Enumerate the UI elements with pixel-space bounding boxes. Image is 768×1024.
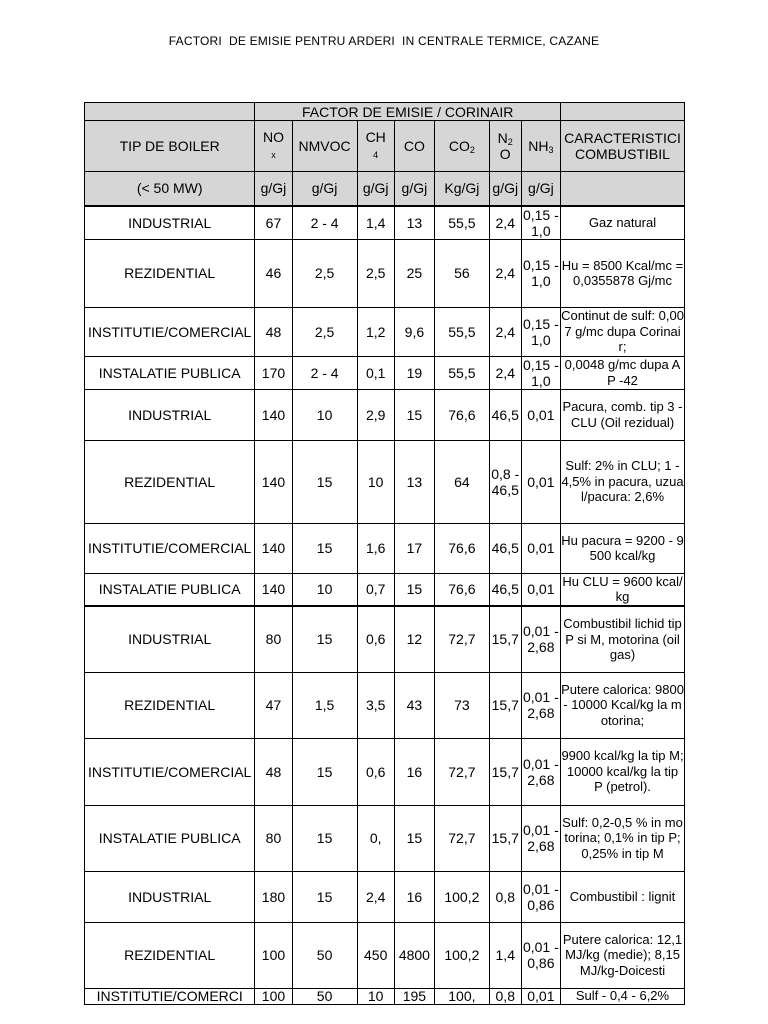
- cell-ch4: 1,6: [357, 523, 394, 573]
- cell-nmvoc: 15: [292, 738, 357, 805]
- cell-n2o: 2,4: [489, 206, 521, 240]
- unit-ch4: g/Gj: [357, 172, 394, 206]
- cell-caracteristici: Hu pacura = 9200 - 9500 kcal/kg: [561, 523, 685, 573]
- cell-co2: 55,5: [435, 356, 490, 389]
- cell-nh3: 0,01 - 2,68: [521, 738, 560, 805]
- cell-nmvoc: 50: [292, 988, 357, 1004]
- table-row: [85, 988, 685, 1004]
- cell-co2: 100,: [435, 988, 490, 1004]
- cell-caracteristici: Combustibil : lignit: [561, 871, 685, 922]
- cell-ch4: 2,4: [357, 871, 394, 922]
- cell-nox: 67: [255, 206, 292, 240]
- header-row-units: [85, 172, 685, 206]
- cell-caracteristici: Pacura, comb. tip 3 -CLU (Oil rezidual): [561, 389, 685, 440]
- cell-tip: INSTITUTIE/COMERCIAL: [85, 307, 255, 356]
- cell-co2: 73: [435, 672, 490, 738]
- cell-nmvoc: 15: [292, 805, 357, 871]
- cell-nox: 80: [255, 805, 292, 871]
- unit-caracteristici: [561, 172, 685, 206]
- cell-ch4: 10: [357, 440, 394, 523]
- cell-n2o: 15,7: [489, 805, 521, 871]
- cell-ch4: 0,1: [357, 356, 394, 389]
- cell-tip: REZIDENTIAL: [85, 239, 255, 307]
- cell-caracteristici: Sulf: 2% in CLU; 1 - 4,5% in pacura, uzual/pacura: 2,6%: [561, 440, 685, 523]
- cell-co2: 100,2: [435, 922, 490, 988]
- table-row: [85, 206, 685, 240]
- cell-n2o: 0,8: [489, 988, 521, 1004]
- header-group-label: FACTOR DE EMISIE / CORINAIR: [255, 103, 561, 121]
- table-row: [85, 805, 685, 871]
- cell-n2o: 2,4: [489, 239, 521, 307]
- cell-n2o: 1,4: [489, 922, 521, 988]
- cell-co: 16: [394, 738, 434, 805]
- header-nh3: $NH_3$: [521, 121, 560, 172]
- table-row: [85, 356, 685, 389]
- table-row: [85, 573, 685, 606]
- cell-n2o: 0,8: [489, 871, 521, 922]
- cell-tip: INSTITUTIE/COMERCIAL: [85, 738, 255, 805]
- cell-tip: REZIDENTIAL: [85, 440, 255, 523]
- cell-co: 15: [394, 805, 434, 871]
- cell-nh3: 0,15 - 1,0: [521, 307, 560, 356]
- unit-co2: Kg/Gj: [435, 172, 490, 206]
- cell-tip: INSTALATIE PUBLICA: [85, 356, 255, 389]
- table-row: [85, 738, 685, 805]
- emission-factors-table: [84, 102, 685, 1005]
- header-row-pollutants: [85, 121, 685, 172]
- cell-nmvoc: 15: [292, 606, 357, 672]
- cell-caracteristici: Hu CLU = 9600 kcal/kg: [562, 573, 683, 605]
- cell-ch4: 2,5: [357, 239, 394, 307]
- table-row: [85, 523, 685, 573]
- cell-co2: 100,2: [435, 871, 490, 922]
- cell-nmvoc: 2 - 4: [292, 206, 357, 240]
- cell-nox: 100: [255, 988, 292, 1004]
- cell-co: 25: [394, 239, 434, 307]
- unit-n2o: g/Gj: [489, 172, 521, 206]
- cell-n2o: 2,4: [489, 356, 521, 389]
- header-blank-cell: [561, 103, 685, 121]
- cell-n2o: 15,7: [489, 738, 521, 805]
- cell-nox: 140: [255, 573, 292, 606]
- cell-nh3: 0,01 - 0,86: [521, 871, 560, 922]
- cell-ch4: 0,6: [357, 606, 394, 672]
- cell-nmvoc: 15: [292, 871, 357, 922]
- cell-co: 17: [394, 523, 434, 573]
- cell-nh3: 0,01: [521, 440, 560, 523]
- cell-nh3: 0,01: [521, 523, 560, 573]
- cell-nmvoc: 50: [292, 922, 357, 988]
- header-row-group: [85, 103, 685, 121]
- cell-co2: 76,6: [435, 573, 490, 606]
- cell-nh3: 0,01 - 2,68: [521, 672, 560, 738]
- cell-nmvoc: 15: [292, 440, 357, 523]
- cell-tip: INSTITUTIE/COMERCIAL: [85, 523, 255, 573]
- cell-caracteristici: Sulf - 0,4 - 6,2%: [561, 988, 685, 1004]
- cell-nmvoc: 10: [292, 573, 357, 606]
- cell-ch4: 450: [357, 922, 394, 988]
- table-row: [85, 922, 685, 988]
- cell-caracteristici: Continut de sulf: 0,007 g/mc dupa Corinair;: [561, 308, 684, 355]
- cell-co2: 64: [435, 440, 490, 523]
- cell-nh3: 0,01: [521, 573, 560, 606]
- cell-n2o: 15,7: [489, 672, 521, 738]
- header-caracteristici: CARACTERISTICI COMBUSTIBIL: [561, 121, 685, 172]
- cell-tip: INSTITUTIE/COMERCI: [85, 988, 255, 1004]
- cell-tip: INDUSTRIAL: [85, 206, 255, 240]
- cell-nox: 48: [255, 738, 292, 805]
- cell-tip: INSTALATIE PUBLICA: [85, 805, 255, 871]
- cell-co2: 55,5: [435, 307, 490, 356]
- cell-co2: 72,7: [435, 738, 490, 805]
- cell-ch4: 3,5: [357, 672, 394, 738]
- cell-caracteristici: Putere calorica: 12,1 MJ/kg (medie); 8,15 MJ/kg-Doicesti: [561, 922, 685, 988]
- table-row: [85, 307, 685, 356]
- cell-co: 4800: [394, 922, 434, 988]
- cell-co2: 76,6: [435, 523, 490, 573]
- header-nmvoc: NMVOC: [292, 121, 357, 172]
- cell-co2: 76,6: [435, 389, 490, 440]
- cell-tip: REZIDENTIAL: [85, 922, 255, 988]
- unit-nh3: g/Gj: [521, 172, 560, 206]
- cell-nmvoc: 2,5: [292, 307, 357, 356]
- cell-ch4: 2,9: [357, 389, 394, 440]
- cell-co2: 72,7: [435, 805, 490, 871]
- cell-n2o: 2,4: [489, 307, 521, 356]
- cell-co: 15: [394, 573, 434, 606]
- table-row: [85, 606, 685, 672]
- cell-nh3: 0,01 - 2,68: [521, 805, 560, 871]
- cell-co: 13: [394, 206, 434, 240]
- cell-ch4: 0,7: [357, 573, 394, 606]
- cell-n2o: 46,5: [489, 523, 521, 573]
- cell-n2o: 15,7: [489, 606, 521, 672]
- cell-nmvoc: 2,5: [292, 239, 357, 307]
- cell-co: 12: [394, 606, 434, 672]
- cell-co: 16: [394, 871, 434, 922]
- cell-nh3: 0,01: [521, 988, 560, 1004]
- cell-n2o: 46,5: [489, 573, 521, 606]
- cell-nmvoc: 10: [292, 389, 357, 440]
- table-row: [85, 871, 685, 922]
- cell-nmvoc: 2 - 4: [292, 356, 357, 389]
- cell-nh3: 0,15 - 1,0: [522, 356, 559, 389]
- cell-caracteristici: Sulf: 0,2-0,5 % in motorina; 0,1% in tip P; 0,25% in tip M: [561, 805, 685, 871]
- table-row: [85, 239, 685, 307]
- table-row: [85, 389, 685, 440]
- cell-nox: 80: [255, 606, 292, 672]
- header-blank-cell: [85, 103, 255, 121]
- cell-nox: 140: [255, 389, 292, 440]
- cell-tip: INSTALATIE PUBLICA: [85, 573, 255, 606]
- cell-n2o: 46,5: [489, 389, 521, 440]
- page-title: FACTORI DE EMISIE PENTRU ARDERI IN CENTRALE TERMICE, CAZANE: [168, 34, 600, 48]
- cell-tip: INDUSTRIAL: [85, 606, 255, 672]
- cell-ch4: 1,2: [357, 307, 394, 356]
- header-n2o: $N_2$ O: [489, 121, 521, 172]
- header-co: CO: [394, 121, 434, 172]
- cell-nox: 140: [255, 523, 292, 573]
- cell-co: 195: [394, 988, 434, 1004]
- header-tip-boiler: TIP DE BOILER: [85, 121, 255, 172]
- cell-nh3: 0,15 - 1,0: [522, 206, 559, 239]
- cell-caracteristici: Combustibil lichid tip P si M, motorina (oil gas): [561, 606, 685, 672]
- cell-co: 19: [394, 356, 434, 389]
- unit-co: g/Gj: [394, 172, 434, 206]
- cell-nox: 180: [255, 871, 292, 922]
- cell-nox: 48: [255, 307, 292, 356]
- header-co2: $CO_2$: [435, 121, 490, 172]
- cell-co2: 72,7: [435, 606, 490, 672]
- cell-ch4: 1,4: [357, 206, 394, 240]
- cell-nox: 100: [255, 922, 292, 988]
- cell-nh3: 0,15 - 1,0: [521, 239, 560, 307]
- cell-n2o: 0,8 - 46,5: [489, 440, 521, 523]
- cell-co: 43: [394, 672, 434, 738]
- cell-nox: 47: [255, 672, 292, 738]
- header-ch4: CH 4: [357, 121, 394, 172]
- header-nox: NO x: [255, 121, 292, 172]
- unit-nox: g/Gj: [255, 172, 292, 206]
- cell-co2: 55,5: [435, 206, 490, 240]
- cell-co: 13: [394, 440, 434, 523]
- cell-nh3: 0,01: [521, 389, 560, 440]
- cell-nox: 170: [255, 356, 292, 389]
- cell-co: 15: [394, 389, 434, 440]
- cell-nh3: 0,01 - 2,68: [521, 606, 560, 672]
- cell-co: 9,6: [394, 307, 434, 356]
- cell-ch4: 0,6: [357, 738, 394, 805]
- cell-tip: INDUSTRIAL: [85, 389, 255, 440]
- header-power: (< 50 MW): [85, 172, 255, 206]
- cell-caracteristici: Hu = 8500 Kcal/mc = 0,0355878 Gj/mc: [561, 239, 685, 307]
- cell-nmvoc: 15: [292, 523, 357, 573]
- table-row: [85, 440, 685, 523]
- cell-nox: 140: [255, 440, 292, 523]
- cell-tip: INDUSTRIAL: [85, 871, 255, 922]
- cell-ch4: 0,: [357, 805, 394, 871]
- cell-nox: 46: [255, 239, 292, 307]
- unit-nmvoc: g/Gj: [292, 172, 357, 206]
- cell-ch4: 10: [357, 988, 394, 1004]
- cell-nmvoc: 1,5: [292, 672, 357, 738]
- cell-co2: 56: [435, 239, 490, 307]
- cell-caracteristici: 0,0048 g/mc dupa AP -42: [561, 356, 685, 389]
- table-row: [85, 672, 685, 738]
- cell-caracteristici: Putere calorica: 9800 - 10000 Kcal/kg la motorina;: [561, 672, 685, 738]
- cell-caracteristici: 9900 kcal/kg la tip M; 10000 kcal/kg la tip P (petrol).: [561, 738, 685, 805]
- cell-caracteristici: Gaz natural: [561, 206, 685, 240]
- cell-tip: REZIDENTIAL: [85, 672, 255, 738]
- cell-nh3: 0,01 - 0,86: [521, 922, 560, 988]
